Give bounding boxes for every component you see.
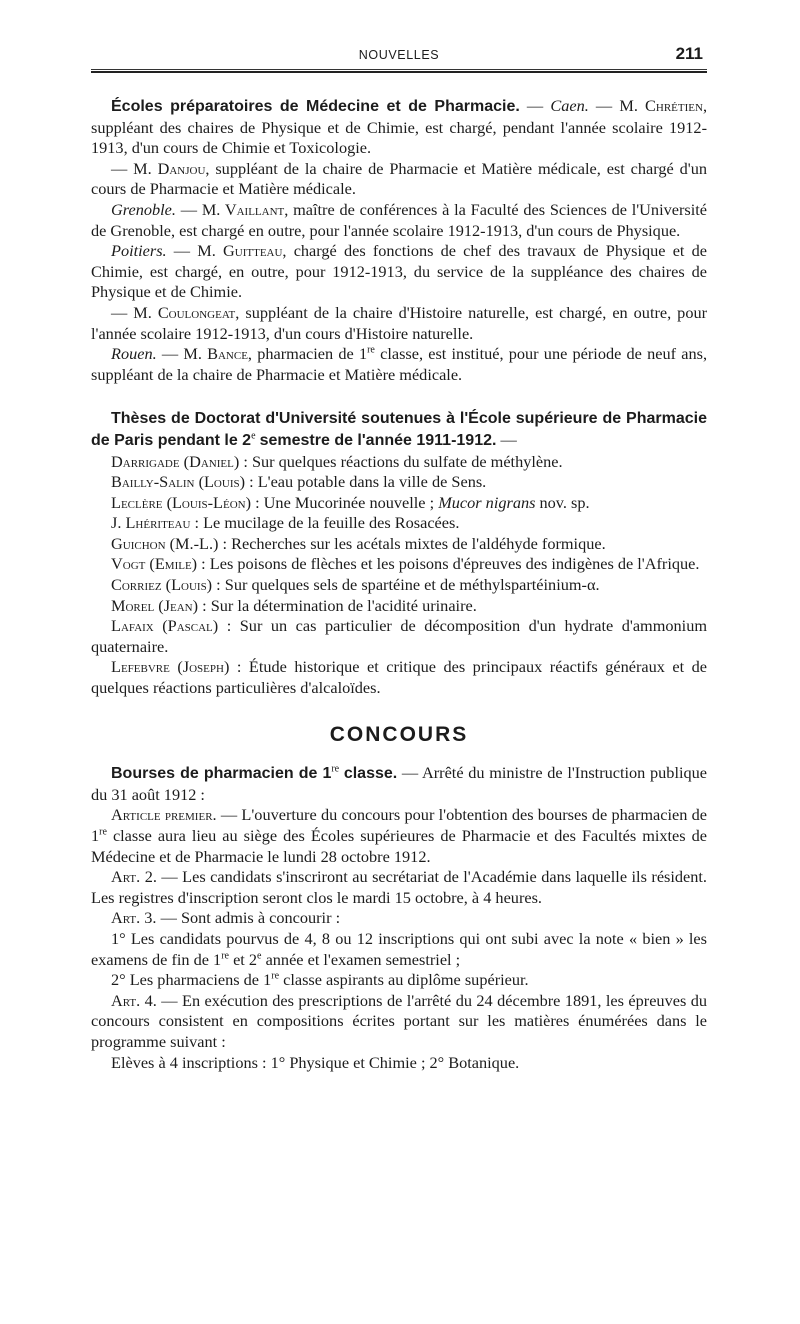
appointment-text: pharmacien de 1 <box>257 344 368 364</box>
thesis-title-species: Mucor nigrans <box>438 492 536 512</box>
thesis-title: Sur quelques réactions du sulfate de méthylène. <box>251 451 563 471</box>
eleves-text: Elèves à 4 inscriptions : 1° Physique et Chimie ; 2° Botanique. <box>111 1052 520 1072</box>
appointment-text: maître de conférences à la Faculté des Sciences de l'Université de Grenoble, est chargé en outre, pour l'année scolaire 1912-1913, d'un cours de Physique. <box>91 199 707 240</box>
thesis-entry <box>91 534 707 555</box>
person-name: M. Bance, <box>183 344 253 364</box>
appointment-paragraph: Poitiers. — M. Guitteau, chargé des fonctions de chef des travaux de Physique et de Chimie, est chargé, en outre, pour 1912-1913, du service de la suppléance des chaires de Physique et de Chimie. <box>91 241 707 302</box>
person-name: M. Danjou, <box>133 158 210 178</box>
article-text: En exécution des prescriptions de l'arrêté du 24 décembre 1891, les épreuves du concours consistent en compositions écrites portant sur les matières énumérées dans le programme suivant : <box>91 990 707 1051</box>
article-1: Article premier. — L'ouverture du concours pour l'obtention des bourses de pharmacien de 1re classe aura lieu au siège des Écoles supérieures de Pharmacie et des Facultés mixtes de Médecine et de Pharmacie le lundi 28 octobre 1912. <box>91 805 708 866</box>
city-rouen: Rouen. <box>111 344 157 364</box>
thesis-entry <box>91 616 707 657</box>
thesis-title: Sur la détermination de l'acidité urinaire. <box>210 595 477 615</box>
running-title: NOUVELLES <box>358 48 440 62</box>
appointment-paragraph: Rouen. — M. Bance, pharmacien de 1re classe, est institué, pour une période de neuf ans, suppléant de la chaire de Pharmacie et Matière médicale. <box>91 344 708 384</box>
article-text: classe aura lieu au siège des Écoles supérieures de Pharmacie et des Facultés mixtes de Médecine et de Pharmacie le lundi 28 octobre 1912. <box>91 826 707 866</box>
list-item-text: 2° Les pharmaciens de 1 <box>111 970 272 990</box>
article-label: Article premier. <box>111 805 217 825</box>
concours-heading: CONCOURS <box>329 722 469 746</box>
theses-list <box>91 452 707 699</box>
thesis-title: Une Mucorinée nouvelle ; <box>263 492 435 512</box>
article-label: Art. 2. <box>111 867 157 887</box>
appointment-text: suppléant de la chaire de Pharmacie et Matière médicale, est chargé d'un cours de Pharmacie et Matière médicale. <box>91 158 707 199</box>
ecoles-heading: Écoles préparatoires de Médecine et de Pharmacie. <box>111 98 520 115</box>
thesis-title: Le mucilage de la feuille des Rosacées. <box>203 513 460 533</box>
thesis-author: Leclère (Louis-Léon) : <box>111 492 260 512</box>
bourses-paragraph: Bourses de pharmacien de 1re classe. — Arrêté du ministre de l'Instruction publique du 31 août 1912 : <box>91 763 707 804</box>
city-poitiers: Poitiers. <box>111 241 167 261</box>
superscript: e <box>257 950 262 962</box>
thesis-entry <box>91 513 707 534</box>
article-label: Art. 4. <box>111 990 157 1010</box>
person-name: M. Coulongeat, <box>133 302 240 322</box>
article-text: Sont admis à concourir : <box>180 908 341 928</box>
article-text: Les candidats s'inscriront au secrétariat de l'Académie dans laquelle ils résident. Les registres d'inscription seront clos le mardi 15 octobre, à 4 heures. <box>91 867 708 907</box>
article-text: L'ouverture du concours pour l'obtention des bourses de pharmacien de 1 <box>91 805 708 845</box>
thesis-title: Recherches sur les acétals mixtes de l'aldéhyde formique. <box>231 533 606 553</box>
person-name: M. Chrétien, <box>619 96 708 115</box>
bourses-title: classe. <box>343 765 398 783</box>
theses-heading: Thèses de Doctorat d'Université soutenues à l'École supérieure de Pharmacie de Paris pendant le 2e semestre de l'année 1911-1912. — <box>91 410 707 449</box>
appointment-text: suppléant des chaires de Physique et de Chimie, est chargé, pendant l'année scolaire 1912-1913, d'un cours de Chimie et Toxicologie. <box>91 117 707 158</box>
article-label: Art. 3. <box>111 908 157 928</box>
appointment-paragraph: — M. Coulongeat, suppléant de la chaire d'Histoire naturelle, est chargé, en outre, pour l'année scolaire 1912-1913, d'un cours d'Histoire naturelle. <box>91 302 708 343</box>
eleves-paragraph <box>91 1053 707 1074</box>
thesis-author: Vogt (Emile) : <box>111 554 206 574</box>
thesis-entry <box>91 493 707 514</box>
thesis-author: Guichon (M.-L.) : <box>111 533 228 553</box>
thesis-title-tail: nov. sp. <box>539 492 590 512</box>
list-item-text: classe aspirants au diplôme supérieur. <box>283 970 529 990</box>
page-number: 211 <box>675 44 703 63</box>
list-item-2 <box>91 970 707 991</box>
appointment-text: chargé des fonctions de chef des travaux de Physique et de Chimie, est chargé, en outre, pour 1912-1913, du service de la suppléance des chaires de Physique et de Chimie. <box>91 241 707 302</box>
bourses-title: Bourses de pharmacien de 1 <box>111 765 332 783</box>
city-grenoble: Grenoble. <box>111 199 176 219</box>
article-4: Art. 4. — En exécution des prescriptions de l'arrêté du 24 décembre 1891, les épreuves du concours consistent en compositions écrites portant sur les matières énumérées dans le programme suivant : <box>91 990 707 1051</box>
superscript: re <box>367 344 375 356</box>
thesis-author: J. Lhériteau : <box>111 513 200 533</box>
header-rule <box>91 69 707 70</box>
superscript: re <box>99 826 107 838</box>
list-item-text: et 2 <box>233 949 258 969</box>
appointment-paragraph: Grenoble. — M. Vaillant, maître de conférences à la Faculté des Sciences de l'Université de Grenoble, est chargé en outre, pour l'année scolaire 1912-1913, d'un cours de Physique. <box>91 199 707 240</box>
thesis-author: Morel (Jean) : <box>111 595 207 615</box>
thesis-author: Corriez (Louis) : <box>111 575 221 595</box>
thesis-author: Lafaix (Pascal) : <box>111 616 232 636</box>
thesis-author: Bailly-Salin (Louis) : <box>111 472 254 492</box>
thesis-entry <box>91 657 707 698</box>
thesis-entry <box>91 472 707 493</box>
article-3: Art. 3. — Sont admis à concourir : <box>111 908 341 928</box>
article-2: Art. 2. — Les candidats s'inscriront au secrétariat de l'Académie dans laquelle ils résident. Les registres d'inscription seront clos le mardi 15 octobre, à 4 heures. <box>91 867 708 907</box>
list-item-text: année et l'examen semestriel ; <box>265 949 461 969</box>
person-name: M. Vaillant, <box>201 199 289 219</box>
superscript: re <box>331 763 340 775</box>
thesis-title: L'eau potable dans la ville de Sens. <box>257 472 487 492</box>
running-head <box>91 44 707 68</box>
theses-heading-text: semestre de l'année 1911-1912. <box>259 431 497 449</box>
thesis-entry <box>91 554 707 575</box>
page <box>91 44 707 1073</box>
thesis-title: Sur un cas particulier de décomposition d'un hydrate d'ammonium quaternaire. <box>91 616 707 656</box>
bourses-text: Arrêté du ministre de l'Instruction publique du 31 août 1912 : <box>91 763 707 804</box>
appointment-paragraph: — M. Danjou, suppléant de la chaire de Pharmacie et Matière médicale, est chargé d'un cours de Pharmacie et Matière médicale. <box>91 158 707 199</box>
thesis-entry <box>91 596 707 617</box>
thesis-author: Darrigade (Daniel) : <box>111 451 248 471</box>
thesis-author: Lefebvre (Joseph) : <box>111 657 242 677</box>
thesis-title: Les poisons de flèches et les poisons d'épreuves des indigènes de l'Afrique. <box>209 554 700 574</box>
theses-heading-text: Thèses de Doctorat d'Université soutenues à l'École supérieure de Pharmacie de Paris pendant le 2 <box>91 410 707 449</box>
list-item-text: 1° Les candidats pourvus de 4, 8 ou 12 inscriptions qui ont subi avec la note « bien » les examens de fin de 1 <box>91 928 707 969</box>
thesis-entry <box>91 452 707 473</box>
ecoles-paragraph: Écoles préparatoires de Médecine et de Pharmacie. — Caen. — M. Chrétien, suppléant des chaires de Physique et de Chimie, est chargé, pendant l'année scolaire 1912-1913, d'un cours de Chimie et Toxicologie. <box>91 96 708 158</box>
thesis-title: Étude historique et critique des principaux réactifs généraux et de quelques réactions particulières d'alcaloïdes. <box>91 657 708 698</box>
list-item-1 <box>91 929 707 970</box>
superscript: re <box>271 970 280 982</box>
person-name: M. Guitteau, <box>197 241 287 261</box>
city-caen: Caen. <box>550 96 589 115</box>
article-body <box>91 96 707 1073</box>
thesis-title: Sur quelques sels de spartéine et de méthylspartéinium-α. <box>224 575 600 595</box>
appointment-text: classe, est institué, pour une période de neuf ans, suppléant de la chaire de Pharmacie et Matière médicale. <box>91 344 708 384</box>
thesis-entry <box>91 575 707 596</box>
appointment-text: suppléant de la chaire d'Histoire naturelle, est chargé, en outre, pour l'année scolaire 1912-1913, d'un cours d'Histoire naturelle. <box>91 302 708 343</box>
superscript: re <box>221 950 229 962</box>
superscript: e <box>251 430 256 442</box>
